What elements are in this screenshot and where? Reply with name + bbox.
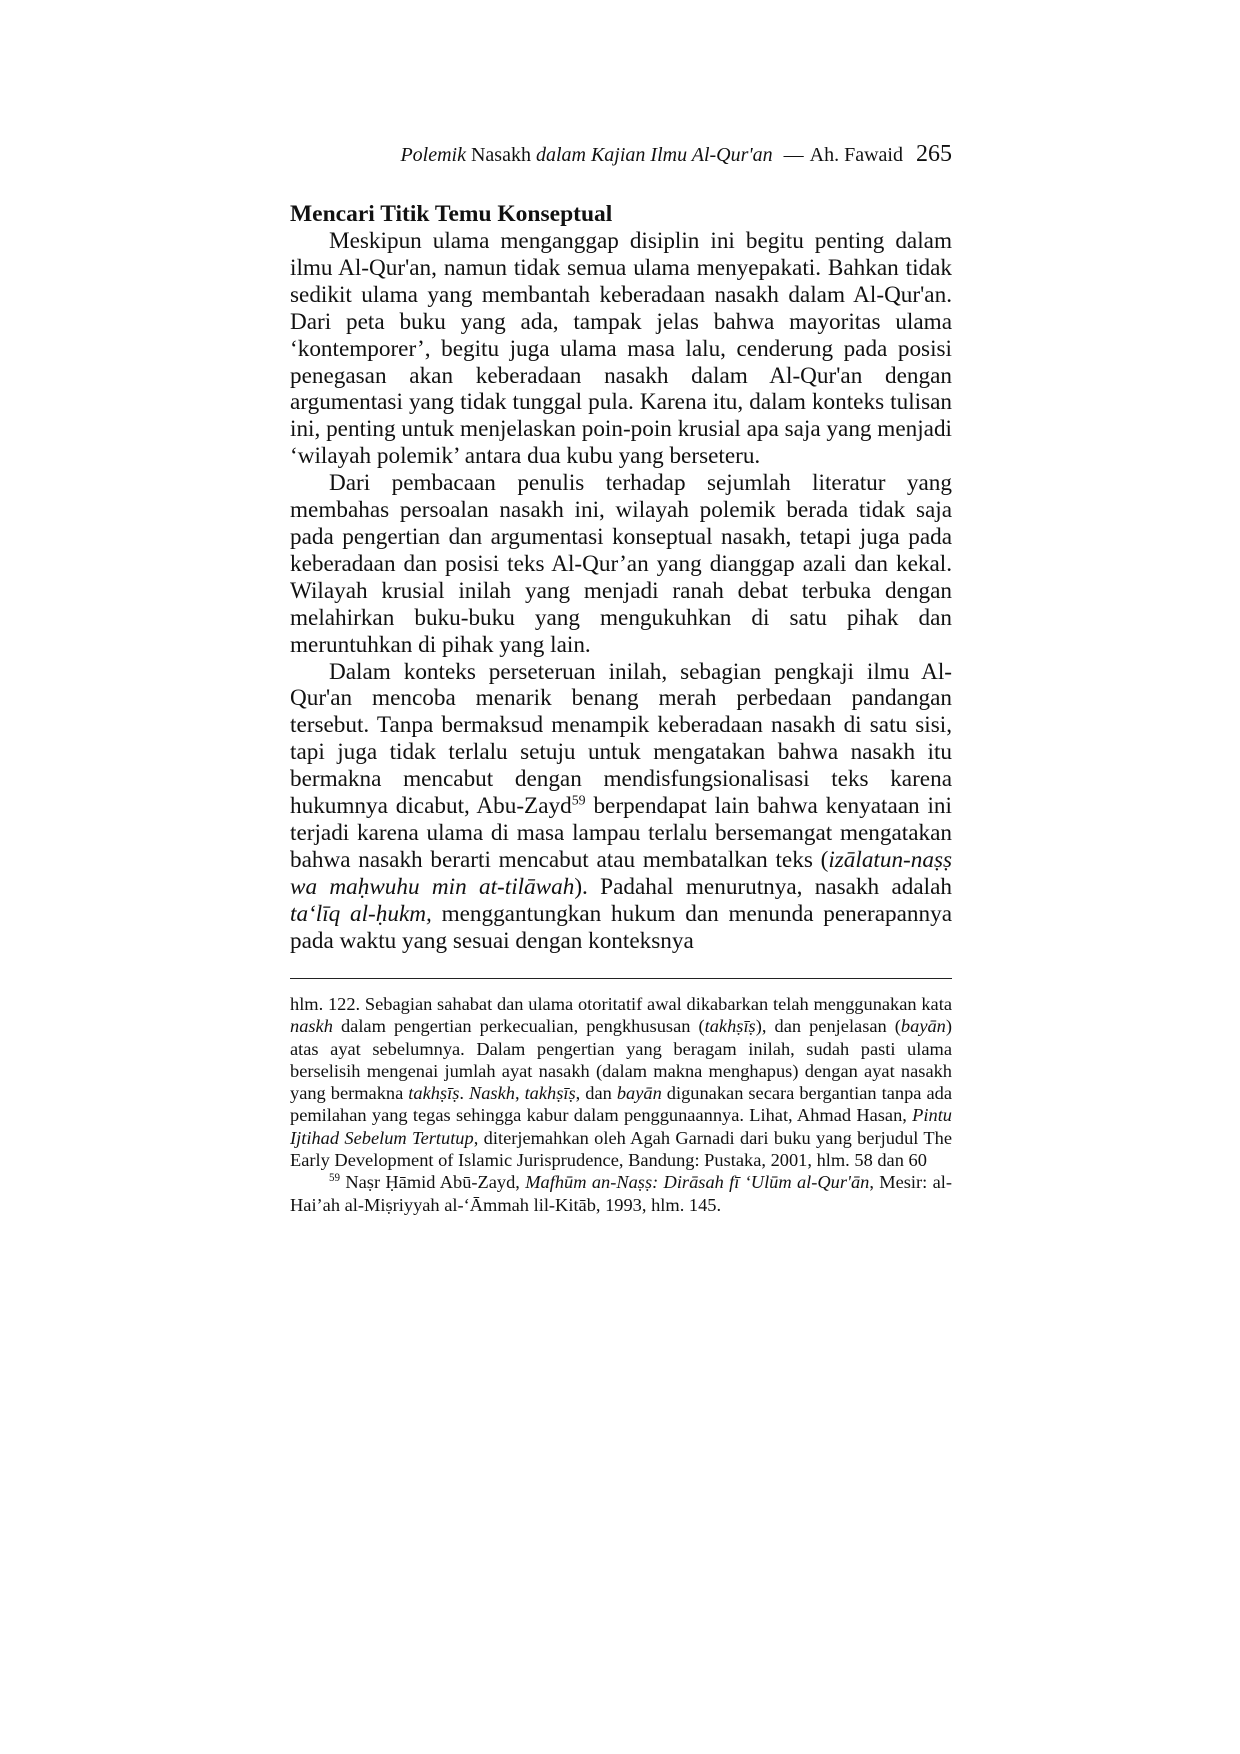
footnote-divider: [290, 978, 952, 979]
fn-term: Naskh: [468, 1083, 515, 1104]
paragraph-1: Meskipun ulama menganggap disiplin ini begitu penting dalam ilmu Al-Qur'an, namun tidak semua ulama menyepakati. Bahkan tidak sedikit ulama yang membantah keberadaan nasakh dalam Al-Qur'an. Dari peta buku yang ada, tampak jelas bahwa mayoritas ulama ‘kontemporer’, begitu juga ulama masa lalu, cenderung pada posisi penegasan akan keberadaan nasakh dalam Al-Qur'an dengan argumentasi yang tidak tunggal pula. Karena itu, dalam konteks tulisan ini, penting untuk menjelaskan poin-poin krusial apa saja yang menjadi ‘wilayah polemik’ antara dua kubu yang berseteru.: [290, 228, 952, 470]
fn-book-title: Pintu Ijtihad Sebelum Tertutup: [290, 1105, 952, 1148]
p3-arabic-phrase: izālatun-naṣṣ wa maḥwuhu min at-tilāwah: [290, 846, 952, 900]
fn-term: bayān: [900, 1016, 946, 1037]
running-header: [290, 141, 952, 173]
paragraph-3: [290, 659, 952, 955]
fn-text: .: [459, 1083, 469, 1104]
footnote-continued: [290, 993, 952, 1171]
header-title-part3: dalam Kajian Ilmu Al-Qur'an: [535, 144, 773, 166]
footnote-ref-59: 59: [571, 793, 586, 809]
fn-text: ) atas ayat sebelumnya. Dalam pengertian yang beragam inilah, sudah pasti ulama berselisih mengenai jumlah ayat nasakh (dalam makna menghapus) dengan ayat nasakh yang bermakna: [290, 1016, 952, 1104]
fn-term: takhṣīṣ: [408, 1083, 460, 1104]
footnote-59: [290, 1171, 952, 1216]
footnote-number: 59: [329, 1172, 341, 1185]
header-title-part2: Nasakh: [465, 144, 536, 166]
fn-term: takhṣīṣ: [704, 1016, 756, 1037]
fn-book-title: Mafhūm an-Naṣṣ: Dirāsah fī ‘Ulūm al-Qur'ān: [525, 1172, 870, 1193]
header-title-part1: Polemik: [400, 144, 466, 166]
fn-text: , Mesir: al-Hai’ah al-Miṣriyyah al-‘Āmmah lil-Kitāb, 1993, hlm. 145.: [290, 1172, 952, 1215]
fn-term: bayān: [616, 1083, 662, 1104]
footnotes: [290, 993, 952, 1216]
p3-text-a: Dalam konteks perseteruan inilah, sebagian pengkaji ilmu Al-Qur'an mencoba menarik benang merah perbedaan pandangan tersebut. Tanpa bermaksud menampik keberadaan nasakh di satu sisi, tapi juga tidak terlalu setuju untuk mengatakan bahwa nasakh itu bermakna mencabut dengan mendisfungsionalisasi teks karena hukumnya dicabut, Abu-Zayd: [290, 658, 952, 820]
header-dash: —: [783, 144, 804, 166]
paragraph-2: Dari pembacaan penulis terhadap sejumlah literatur yang membahas persoalan nasakh ini, wilayah polemik berada tidak saja pada pengertian dan argumentasi konseptual nasakh, tetapi juga pada keberadaan dan posisi teks Al-Qur’an yang dianggap azali dan kekal. Wilayah krusial inilah yang menjadi ranah debat terbuka dengan melahirkan buku-buku yang mengukuhkan di satu pihak dan meruntuhkan di pihak yang lain.: [290, 470, 952, 658]
fn-term: naskh: [290, 1016, 333, 1037]
section-heading: Mencari Titik Temu Konseptual: [290, 201, 613, 227]
main-text: [290, 201, 952, 954]
p3-text-b: berpendapat lain bahwa kenyataan ini terjadi karena ulama di masa lampau terlalu bersemangat mengatakan bahwa nasakh berarti mencabut atau membatalkan teks (: [290, 793, 952, 873]
fn-text: ,: [514, 1083, 525, 1104]
fn-text: , diterjemahkan oleh Agah Garnadi dari buku yang berjudul The Early Development of Islamic Jurisprudence, Bandung: Pustaka, 2001, hlm. 58 dan 60: [290, 1127, 952, 1171]
fn-text: hlm. 122. Sebagian sahabat dan ulama otoritatif awal dikabarkan telah menggunakan kata: [290, 994, 952, 1014]
fn-text: dalam pengertian perkecualian, pengkhususan (: [332, 1016, 705, 1037]
fn-term: takhṣīṣ: [524, 1083, 576, 1104]
fn-text: digunakan secara bergantian tanpa ada pemilahan yang tegas sehingga kabur dalam penggunaannya. Lihat, Ahmad Hasan,: [290, 1083, 952, 1126]
fn-text: , dan: [575, 1083, 617, 1104]
page-number: 265: [916, 141, 952, 167]
header-author: Ah. Fawaid: [809, 144, 903, 166]
fn-text: ), dan penjelasan (: [755, 1016, 901, 1037]
p3-text-d: ). Padahal menurutnya, nasakh adalah: [574, 873, 952, 900]
p3-arabic-term: ta‘līq al-ḥukm,: [290, 900, 432, 927]
p3-text-f: menggantungkan hukum dan menunda penerapannya pada waktu yang sesuai dengan konteksnya: [290, 900, 953, 954]
fn-text: Naṣr Ḥāmid Abū-Zayd,: [340, 1172, 526, 1193]
